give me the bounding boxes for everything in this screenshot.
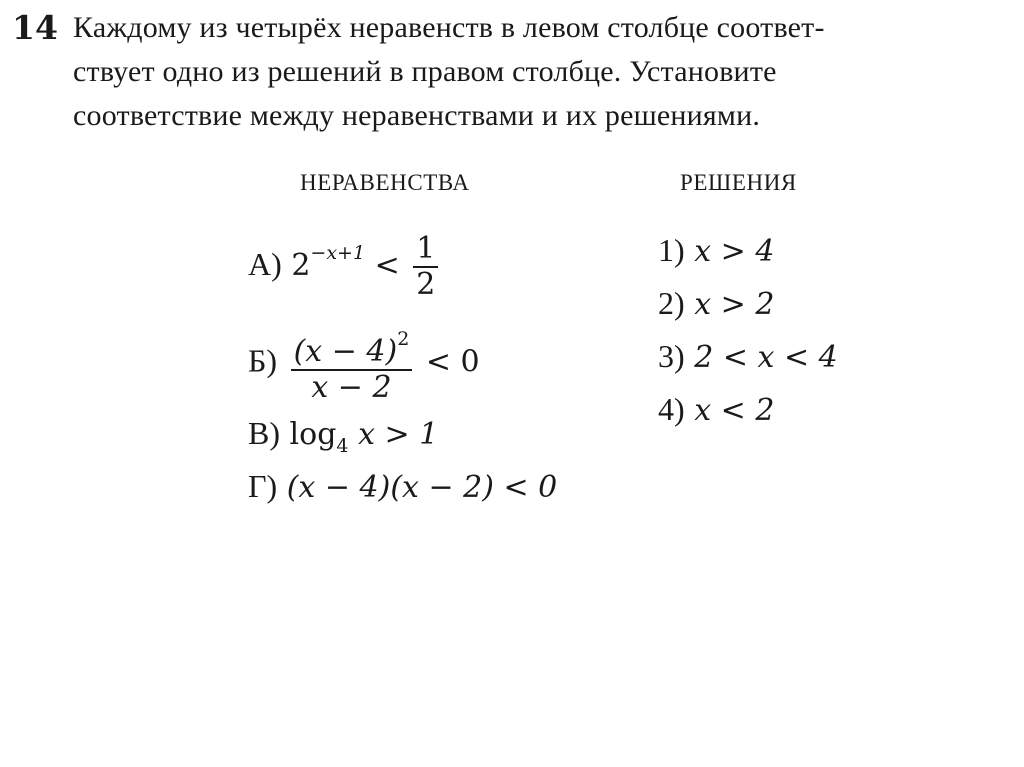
inequality-expression: (x − 4)(x − 2) < 0 [286, 470, 558, 505]
task-number: 14 [12, 8, 58, 47]
fraction-denominator: x − 2 [311, 370, 392, 405]
power-base: 2 [291, 248, 311, 283]
inequality-g [248, 468, 557, 505]
power-exponent: −x+1 [310, 242, 366, 264]
inequality-a [248, 232, 442, 302]
task-line: соответствие между неравенствами и их решениями. [73, 99, 761, 132]
comparison-op: < [374, 248, 400, 283]
fraction [291, 322, 413, 405]
fraction-numerator: $(x - 4)^2$ [293, 328, 410, 369]
solution-2 [658, 285, 774, 322]
task-line: ствует одно из решений в правом столбце. Установите [73, 55, 777, 88]
inequality-label: В) [248, 415, 280, 451]
inequality-rest: < 0 [425, 344, 480, 380]
solution-expression: x < 2 [694, 393, 775, 428]
fraction-numerator: 1 [416, 231, 436, 266]
fraction [413, 232, 438, 302]
solution-expression: x > 2 [694, 287, 775, 322]
solution-3 [658, 338, 838, 375]
inequality-v [248, 415, 438, 457]
task-line: Каждому из четырёх неравенств в левом столбце соответ- [73, 11, 825, 44]
inequalities-header: НЕРАВЕНСТВА [300, 170, 470, 195]
fraction-denominator: 2 [416, 267, 436, 302]
solution-expression: x > 4 [694, 234, 775, 269]
solution-1 [658, 232, 774, 269]
log-base: 4 [336, 435, 349, 457]
log-function: log [289, 417, 337, 452]
task-statement [73, 6, 1024, 138]
inequality-label: Г) [248, 468, 278, 504]
solution-label: 4) [658, 391, 685, 427]
solutions-header: РЕШЕНИЯ [680, 170, 797, 195]
inequality-label: Б) [248, 342, 278, 379]
inequality-label: А) [248, 246, 282, 282]
solution-4 [658, 391, 774, 428]
solution-label: 2) [658, 285, 685, 321]
solution-label: 1) [658, 232, 685, 268]
inequality-rest: x > 1 [358, 417, 439, 452]
solution-label: 3) [658, 338, 685, 374]
solution-expression: 2 < x < 4 [694, 340, 838, 375]
inequality-b [248, 322, 480, 405]
